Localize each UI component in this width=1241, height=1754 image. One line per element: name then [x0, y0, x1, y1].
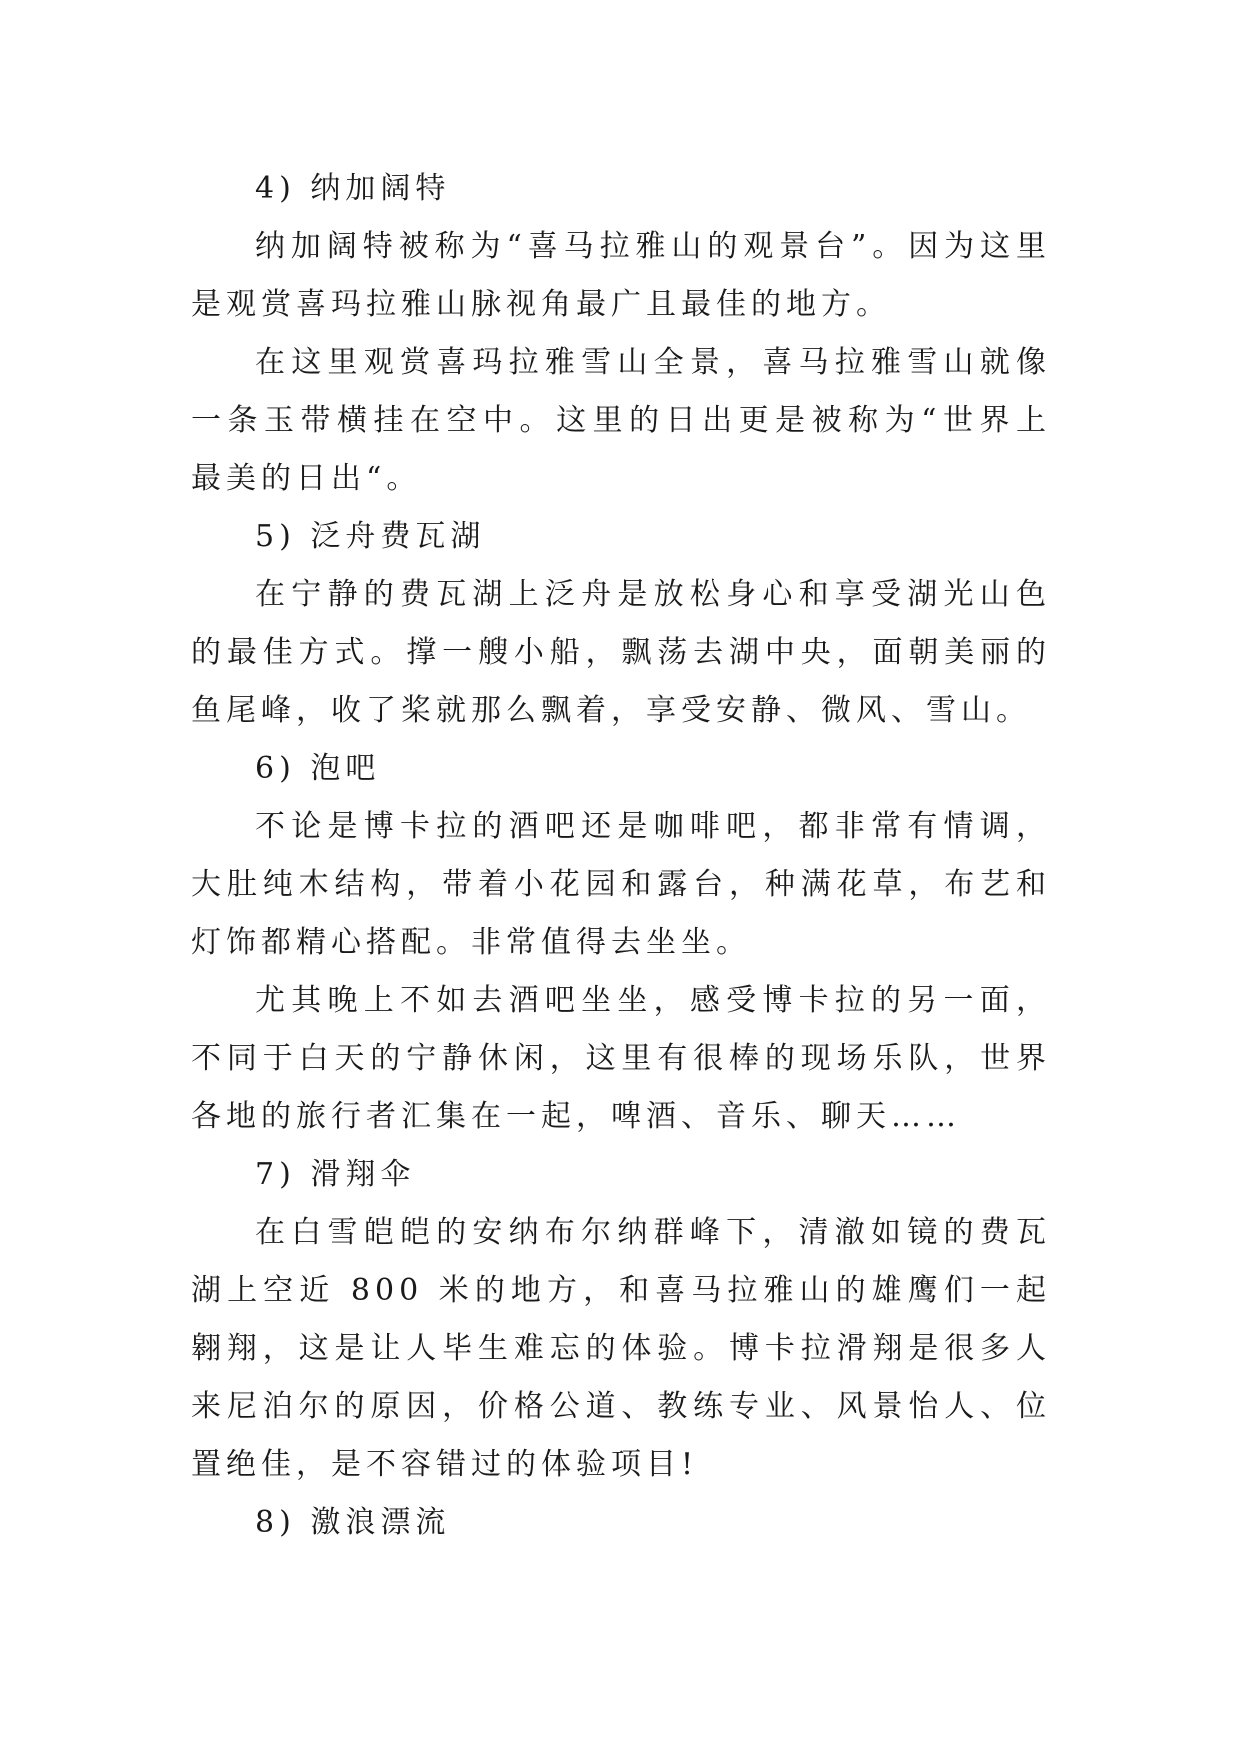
section-heading-paragliding: 7) 滑翔伞 — [255, 1157, 416, 1192]
section-heading-bars: 6) 泡吧 — [255, 751, 381, 786]
paragraph-bars-decor: 不论是博卡拉的酒吧还是咖啡吧，都非常有情调，大肚纯木结构，带着小花园和露台，种满花草，布艺和灯饰都精心搭配。非常值得去坐坐。 — [191, 809, 1051, 960]
paragraph-phewa-boating: 在宁静的费瓦湖上泛舟是放松身心和享受湖光山色的最佳方式。撑一艘小船，飘荡去湖中央，面朝美丽的鱼尾峰，收了桨就那么飘着，享受安静、微风、雪山。 — [191, 577, 1051, 728]
section-heading-phewa-boating: 5) 泛舟费瓦湖 — [255, 519, 486, 554]
section-heading-nagarkot: 4) 纳加阔特 — [255, 171, 451, 206]
section-heading-rafting: 8) 激浪漂流 — [255, 1505, 451, 1540]
paragraph-nagarkot-intro: 纳加阔特被称为“喜马拉雅山的观景台”。因为这里是观赏喜玛拉雅山脉视角最广且最佳的地方。 — [191, 229, 1051, 322]
paragraph-paragliding: 在白雪皑皑的安纳布尔纳群峰下，清澈如镜的费瓦湖上空近 800 米的地方，和喜马拉雅山的雄鹰们一起翱翔，这是让人毕生难忘的体验。博卡拉滑翔是很多人来尼泊尔的原因，价格公道、教练专业、风景怡人、位置绝佳，是不容错过的体验项目! — [191, 1215, 1051, 1482]
paragraph-nagarkot-view: 在这里观赏喜玛拉雅雪山全景，喜马拉雅雪山就像一条玉带横挂在空中。这里的日出更是被称为“世界上最美的日出“。 — [191, 345, 1051, 496]
document-body — [191, 160, 1051, 1552]
paragraph-bars-night: 尤其晚上不如去酒吧坐坐，感受博卡拉的另一面，不同于白天的宁静休闲，这里有很棒的现场乐队，世界各地的旅行者汇集在一起，啤酒、音乐、聊天…… — [191, 983, 1051, 1134]
